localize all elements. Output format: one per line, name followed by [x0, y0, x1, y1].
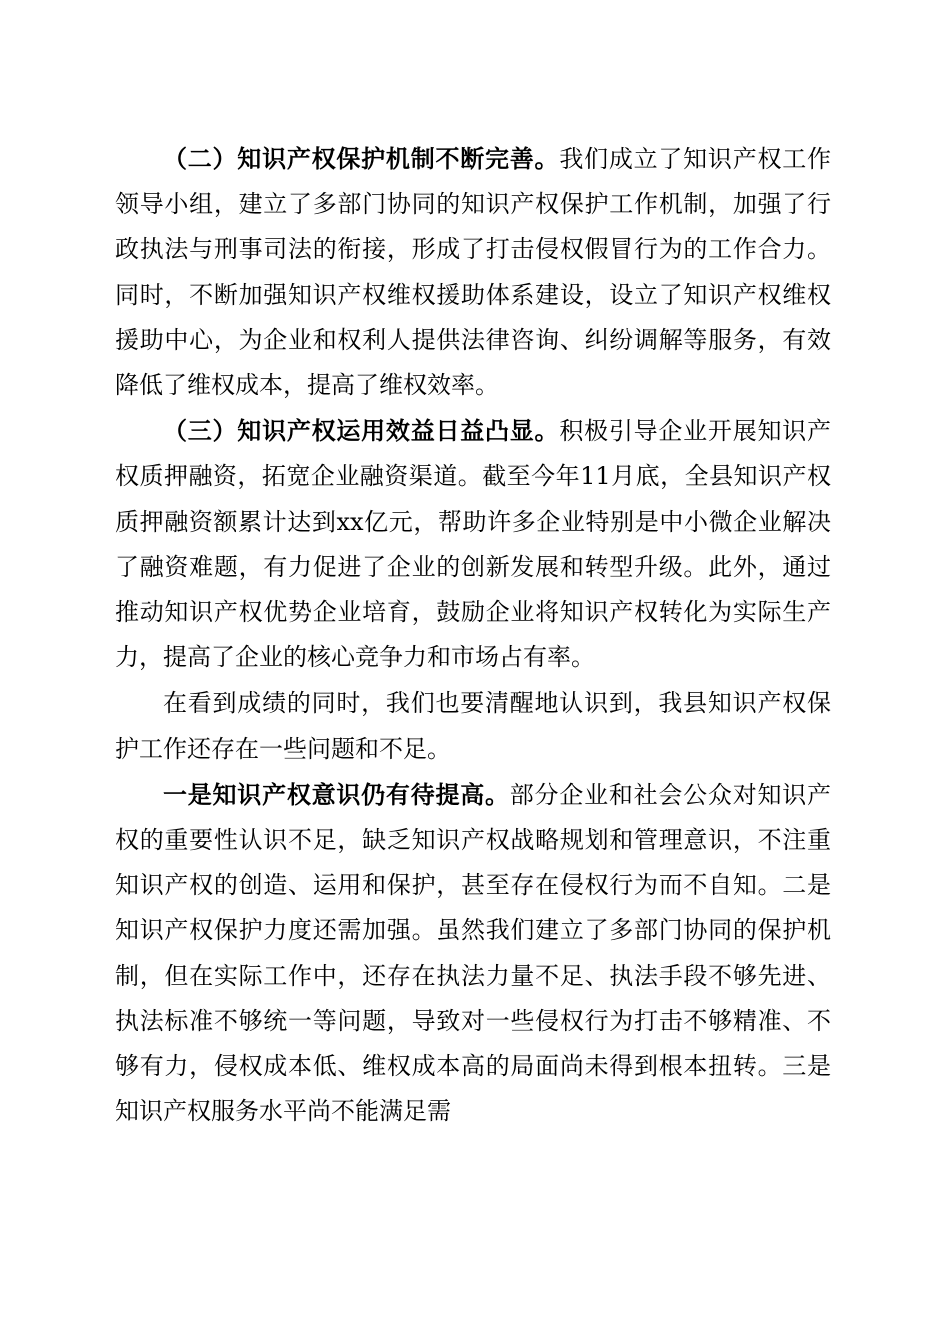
document-body: [115, 136, 831, 1134]
paragraph-heading: 一是知识产权意识仍有待提高。: [163, 779, 510, 809]
paragraph-utilization-benefits: [115, 408, 831, 680]
paragraph-heading: （三）知识产权运用效益日益凸显。: [163, 416, 560, 446]
paragraph-problems-intro: [115, 680, 831, 771]
paragraph-text: 我们成立了知识产权工作领导小组，建立了多部门协同的知识产权保护工作机制，加强了行政执法与刑事司法的衔接，形成了打击侵权假冒行为的工作合力。同时，不断加强知识产权维权援助体系建设，设立了知识产权维权援助中心，为企业和权利人提供法律咨询、纠纷调解等服务，有效降低了维权成本，提高了维权效率。: [115, 145, 832, 400]
paragraph-heading: （二）知识产权保护机制不断完善。: [163, 144, 560, 173]
paragraph-protection-mechanism: [115, 136, 831, 408]
paragraph-problems-list: [115, 772, 831, 1135]
paragraph-text: 在看到成绩的同时，我们也要清醒地认识到，我县知识产权保护工作还存在一些问题和不足。: [115, 689, 831, 763]
paragraph-text: 积极引导企业开展知识产权质押融资，拓宽企业融资渠道。截至今年11月底，全县知识产权质押融资额累计达到xx亿元，帮助许多企业特别是中小微企业解决了融资难题，有力促进了企业的创新发展和转型升级。此外，通过推动知识产权优势企业培育，鼓励企业将知识产权转化为实际生产力，提高了企业的核心竞争力和市场占有率。: [115, 417, 832, 672]
paragraph-text: 部分企业和社会公众对知识产权的重要性认识不足，缺乏知识产权战略规划和管理意识，不注重知识产权的创造、运用和保护，甚至存在侵权行为而不自知。二是知识产权保护力度还需加强。虽然我们建立了多部门协同的保护机制，但在实际工作中，还存在执法力量不足、执法手段不够先进、执法标准不够统一等问题，导致对一些侵权行为打击不够精准、不够有力，侵权成本低、维权成本高的局面尚未得到根本扭转。三是知识产权服务水平尚不能满足需: [115, 780, 832, 1126]
